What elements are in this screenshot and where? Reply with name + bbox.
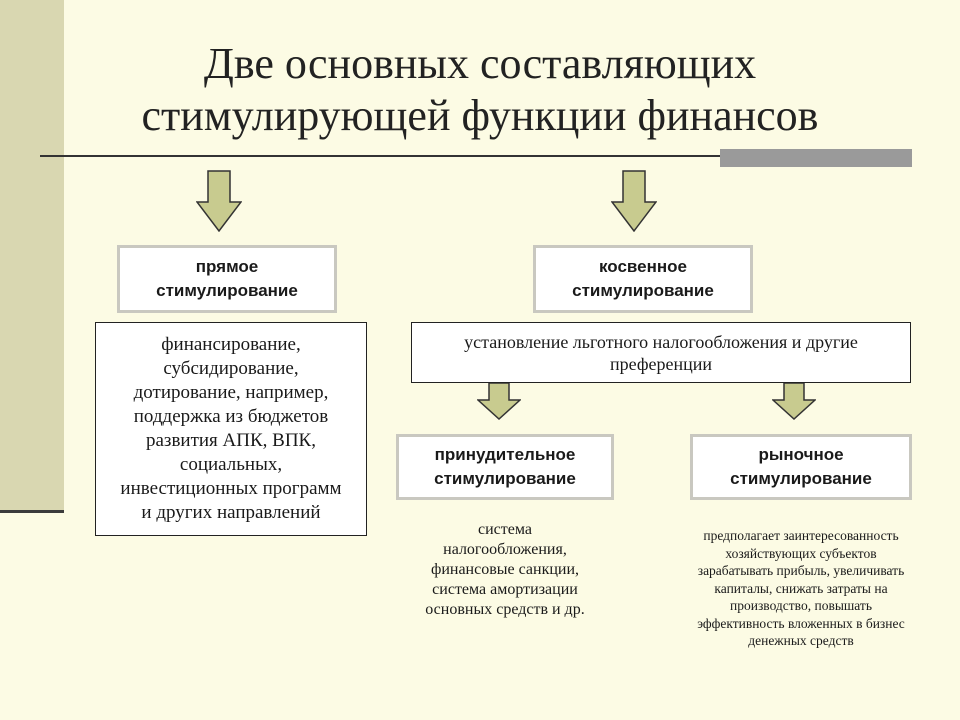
slide-title [64,38,896,142]
market-stimulation-box [690,434,912,500]
direct-details-box [95,322,367,536]
direct-detail-line: дотирование, например, [133,382,329,403]
direct-stimulation-box [117,245,337,313]
indirect-label-line-2: стимулирование [572,281,714,300]
coercive-note-line: основных средств и др. [425,601,585,618]
coercive-label-line-1: принудительное [434,445,576,464]
direct-label-line-2: стимулирование [156,281,298,300]
indirect-label-line-1: косвенное [599,257,687,276]
coercive-label-line-2: стимулирование [434,469,576,488]
direct-detail-line: субсидирование, [163,358,299,379]
down-arrow-icon [611,170,657,232]
direct-detail-line: и других направлений [141,502,321,523]
left-decor-line [0,510,64,513]
direct-detail-line: развития АПК, ВПК, [146,430,316,451]
title-line-1: Две основных составляющих [203,39,757,88]
coercive-note-line: система амортизации [432,581,578,598]
market-note-line: эффективность вложенных в бизнес [697,615,905,631]
title-grey-bar [720,149,912,167]
direct-detail-line: финансирование, [161,334,301,355]
market-note [666,527,936,650]
market-note-line: капиталы, снижать затраты на [714,580,888,596]
direct-detail-line: поддержка из бюджетов [133,406,329,427]
left-decor-band [0,0,64,512]
coercive-note-line: система [478,521,532,538]
down-arrow-icon [477,382,521,420]
market-label-line-1: рыночное [758,445,844,464]
market-note-line: производство, повышать [730,598,872,613]
title-line-2: стимулирующей функции финансов [141,91,819,140]
indirect-stimulation-box [533,245,753,313]
direct-label-line-1: прямое [195,257,259,276]
market-label-line-2: стимулирование [730,469,872,488]
indirect-detail-line: установление льготного налогообложения и другие [464,331,858,352]
coercive-stimulation-box [396,434,614,500]
direct-detail-line: социальных, [179,454,283,475]
down-arrow-icon [196,170,242,232]
direct-detail-line: инвестиционных программ [120,478,342,499]
market-note-line: зарабатывать прибыль, увеличивать [697,563,905,578]
down-arrow-icon [772,382,816,420]
market-note-line: хозяйствующих субъектов [725,545,877,561]
indirect-details-box [411,322,911,383]
market-note-line: денежных средств [748,633,854,648]
coercive-note-line: финансовые санкции, [430,561,580,578]
coercive-note [390,520,620,620]
market-note-line: предполагает заинтересованность [703,528,899,543]
indirect-detail-line: преференции [609,353,712,374]
coercive-note-line: налогообложения, [443,541,567,558]
